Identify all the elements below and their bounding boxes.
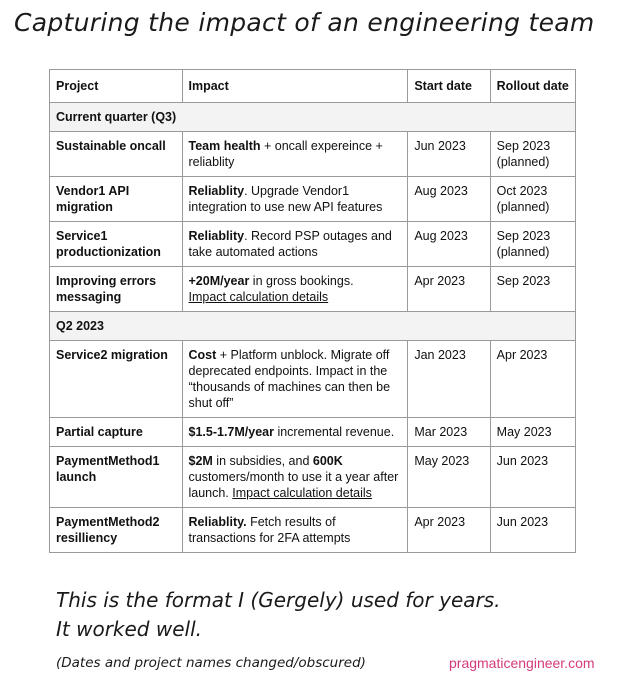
header-rollout-date: Rollout date	[490, 70, 575, 103]
project-cell: PaymentMethod1 launch	[50, 447, 183, 508]
page-title: Capturing the impact of an engineering team	[14, 8, 595, 37]
impact-highlight: $1.5-1.7M/year	[188, 425, 274, 439]
table-row	[50, 418, 576, 447]
table-row	[50, 508, 576, 553]
impact-text: in subsidies, and	[212, 454, 313, 468]
start-date-cell: Mar 2023	[408, 418, 490, 447]
start-date-cell: Jan 2023	[408, 341, 490, 418]
impact-cell	[182, 267, 408, 312]
impact-calculation-link[interactable]: Impact calculation details	[232, 486, 372, 500]
table-row	[50, 132, 576, 177]
note-line-1: This is the format I (Gergely) used for years.	[56, 588, 501, 612]
header-impact: Impact	[182, 70, 408, 103]
table-row	[50, 177, 576, 222]
impact-highlight: Cost	[188, 348, 217, 362]
rollout-date-cell: Sep 2023 (planned)	[490, 222, 575, 267]
note-line-2: It worked well.	[56, 617, 202, 641]
table-row	[50, 341, 576, 418]
project-cell: Sustainable oncall	[50, 132, 183, 177]
section-row	[50, 103, 576, 132]
impact-calculation-link[interactable]: Impact calculation details	[188, 290, 329, 304]
impact-highlight: +20M/year	[188, 274, 250, 288]
impact-text: Fetch results of transactions for 2FA attempts	[188, 515, 351, 545]
rollout-date-cell: Apr 2023	[490, 341, 575, 418]
impact-cell	[182, 447, 408, 508]
impact-cell	[182, 508, 408, 553]
impact-cell	[182, 177, 408, 222]
impact-text: + oncall expereince + reliablity	[188, 139, 383, 169]
impact-cell	[182, 222, 408, 267]
project-cell: Partial capture	[50, 418, 183, 447]
handwritten-note	[56, 586, 501, 644]
impact-highlight: $2M	[188, 454, 213, 468]
impact-highlight: Reliablity	[188, 184, 245, 198]
rollout-date-cell: Jun 2023	[490, 508, 575, 553]
footnote: (Dates and project names changed/obscured)	[56, 655, 366, 671]
start-date-cell: Jun 2023	[408, 132, 490, 177]
project-cell: Improving errors messaging	[50, 267, 183, 312]
brand-link[interactable]: pragmaticengineer.com	[449, 655, 595, 671]
impact-text: . Record PSP outages and take automated actions	[188, 229, 392, 259]
table-row	[50, 447, 576, 508]
start-date-cell: Aug 2023	[408, 222, 490, 267]
impact-text: customers/month to use it a year after launch.	[188, 470, 399, 500]
project-cell: PaymentMethod2 resilliency	[50, 508, 183, 553]
impact-highlight: Team health	[188, 139, 261, 153]
impact-highlight: 600K	[312, 454, 343, 468]
project-cell: Service2 migration	[50, 341, 183, 418]
impact-highlight: Reliablity.	[188, 515, 247, 529]
rollout-date-cell: Sep 2023 (planned)	[490, 132, 575, 177]
start-date-cell: Apr 2023	[408, 267, 490, 312]
table-row	[50, 267, 576, 312]
table-row	[50, 222, 576, 267]
start-date-cell: Apr 2023	[408, 508, 490, 553]
header-start-date: Start date	[408, 70, 490, 103]
rollout-date-cell: Oct 2023 (planned)	[490, 177, 575, 222]
project-cell: Service1 productionization	[50, 222, 183, 267]
impact-cell	[182, 132, 408, 177]
header-project: Project	[50, 70, 183, 103]
impact-text: . Upgrade Vendor1 integration to use new API features	[188, 184, 383, 214]
impact-cell	[182, 418, 408, 447]
impact-highlight: Reliablity	[188, 229, 245, 243]
impact-text: + Platform unblock. Migrate off deprecated endpoints. Impact in the “thousands of machines can then be shut off”	[188, 348, 391, 410]
start-date-cell: Aug 2023	[408, 177, 490, 222]
table-header-row	[50, 70, 576, 103]
project-cell: Vendor1 API migration	[50, 177, 183, 222]
section-row	[50, 312, 576, 341]
section-label: Q2 2023	[50, 312, 576, 341]
impact-cell	[182, 341, 408, 418]
start-date-cell: May 2023	[408, 447, 490, 508]
impact-text: in gross bookings.	[249, 274, 354, 288]
impact-table	[49, 69, 576, 553]
impact-text: incremental revenue.	[273, 425, 395, 439]
section-label: Current quarter (Q3)	[50, 103, 576, 132]
rollout-date-cell: Jun 2023	[490, 447, 575, 508]
rollout-date-cell: Sep 2023	[490, 267, 575, 312]
rollout-date-cell: May 2023	[490, 418, 575, 447]
